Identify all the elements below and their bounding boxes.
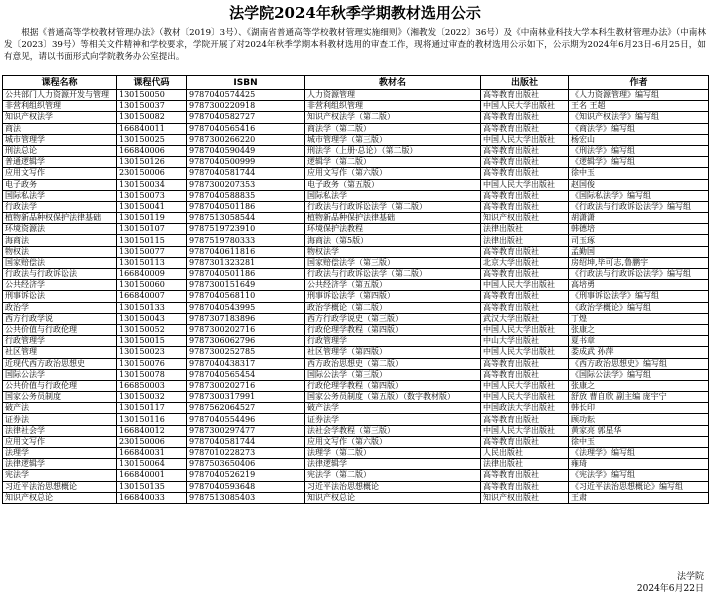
isbn-cell: 9787300220918 xyxy=(187,101,305,112)
course-code-cell: 130150116 xyxy=(117,414,187,425)
course-code-cell: 130150077 xyxy=(117,246,187,257)
textbook-name-cell: 知识产权总论 xyxy=(305,492,481,503)
isbn-cell: 9787040582727 xyxy=(187,112,305,123)
isbn-cell: 9787519780333 xyxy=(187,235,305,246)
course-name-cell: 知识产权法学 xyxy=(3,112,117,123)
table-row xyxy=(3,492,709,503)
course-code-cell: 130150025 xyxy=(117,134,187,145)
course-name-cell: 非营利组织管理 xyxy=(3,101,117,112)
publisher-cell: 中国人民大学出版社 xyxy=(481,392,569,403)
author-cell: 高培勇 xyxy=(569,280,709,291)
publisher-cell: 法律出版社 xyxy=(481,235,569,246)
publisher-cell: 中国人民大学出版社 xyxy=(481,280,569,291)
course-code-cell: 166840006 xyxy=(117,145,187,156)
course-code-cell: 130150050 xyxy=(117,90,187,101)
author-cell: 《行政法与行政诉讼法学》编写组 xyxy=(569,269,709,280)
course-name-cell: 行政管理学 xyxy=(3,336,117,347)
table-row xyxy=(3,280,709,291)
textbook-name-cell: 行政伦理学教程（第四版） xyxy=(305,380,481,391)
isbn-cell: 9787040501186 xyxy=(187,269,305,280)
author-cell: 韩德培 xyxy=(569,224,709,235)
table-row xyxy=(3,123,709,134)
intro-paragraph: 根据《普通高等学校教材管理办法》（教材〔2019〕3号）、《湖南省普通高等学校教材管理实施细则》（湘教发〔2022〕36号）及《中南林业科技大学本科生教材管理办法》（中南林发〔2023〕39号）等相关文件精神和学校要求，学院开展了对2024年秋季学期本科教材选用的审查工作，现将通过审查的教材选用公示如下，公示期为2024年6月23日-6月25日，如有意见，请以书面形式向学院教务办公室提出。 xyxy=(4,28,706,62)
course-name-cell: 公共价值与行政伦理 xyxy=(3,324,117,335)
publisher-cell: 高等教育出版社 xyxy=(481,168,569,179)
author-cell: 《人力资源管理》编写组 xyxy=(569,90,709,101)
isbn-cell: 9787040611816 xyxy=(187,246,305,257)
course-code-cell: 130150078 xyxy=(117,369,187,380)
publisher-cell: 高等教育出版社 xyxy=(481,291,569,302)
course-code-cell: 130150113 xyxy=(117,257,187,268)
course-name-cell: 西方行政学说 xyxy=(3,313,117,324)
textbook-name-cell: 物权法学 xyxy=(305,246,481,257)
isbn-cell: 9787040501186 xyxy=(187,201,305,212)
textbook-name-cell: 破产法学 xyxy=(305,403,481,414)
textbook-name-cell: 国际私法学 xyxy=(305,190,481,201)
publisher-cell: 高等教育出版社 xyxy=(481,436,569,447)
publisher-cell: 中国人民大学出版社 xyxy=(481,380,569,391)
textbook-name-cell: 西方政治思想史（第二版） xyxy=(305,358,481,369)
isbn-cell: 9787300297477 xyxy=(187,425,305,436)
isbn-cell: 9787040543995 xyxy=(187,302,305,313)
course-name-cell: 国际私法学 xyxy=(3,190,117,201)
author-cell: 徐中玉 xyxy=(569,436,709,447)
author-cell: 《法理学》编写组 xyxy=(569,448,709,459)
course-name-cell: 应用文写作 xyxy=(3,168,117,179)
course-name-cell: 城市管理学 xyxy=(3,134,117,145)
table-row xyxy=(3,302,709,313)
isbn-cell: 9787040593648 xyxy=(187,481,305,492)
isbn-cell: 9787040565416 xyxy=(187,123,305,134)
course-code-cell: 166840033 xyxy=(117,492,187,503)
isbn-cell: 9787503650406 xyxy=(187,459,305,470)
textbook-name-cell: 社区管理学（第四版） xyxy=(305,347,481,358)
isbn-cell: 9787040554496 xyxy=(187,414,305,425)
textbook-name-cell: 知识产权法学（第二版） xyxy=(305,112,481,123)
textbook-name-cell: 宪法学（第二版） xyxy=(305,470,481,481)
isbn-cell: 9787513058544 xyxy=(187,213,305,224)
author-cell: 顾功耘 xyxy=(569,414,709,425)
table-row xyxy=(3,235,709,246)
author-cell: 张康之 xyxy=(569,324,709,335)
textbook-name-cell: 行政法与行政诉讼法学（第二版） xyxy=(305,269,481,280)
isbn-cell: 9787040438317 xyxy=(187,358,305,369)
author-cell: 娄成武 孙萍 xyxy=(569,347,709,358)
author-cell: 舒放 曹自欣 副主编 庞宇宁 xyxy=(569,392,709,403)
course-name-cell: 政治学 xyxy=(3,302,117,313)
textbook-name-cell: 国家赔偿法学（第三版） xyxy=(305,257,481,268)
textbook-name-cell: 政治学概论（第二版） xyxy=(305,302,481,313)
textbook-name-cell: 国际公法学（第三版） xyxy=(305,369,481,380)
course-name-cell: 国家赔偿法 xyxy=(3,257,117,268)
publisher-cell: 高等教育出版社 xyxy=(481,269,569,280)
table-row xyxy=(3,145,709,156)
publisher-cell: 高等教育出版社 xyxy=(481,123,569,134)
table-row xyxy=(3,224,709,235)
course-code-cell: 130150076 xyxy=(117,358,187,369)
table-row xyxy=(3,369,709,380)
publisher-cell: 高等教育出版社 xyxy=(481,358,569,369)
header-isbn: ISBN xyxy=(187,76,305,90)
table-row xyxy=(3,481,709,492)
header-textbook-name: 教材名 xyxy=(305,76,481,90)
course-code-cell: 130150073 xyxy=(117,190,187,201)
table-row xyxy=(3,269,709,280)
publisher-cell: 人民出版社 xyxy=(481,448,569,459)
course-code-cell: 166850003 xyxy=(117,380,187,391)
table-row xyxy=(3,436,709,447)
isbn-cell: 9787040590449 xyxy=(187,145,305,156)
isbn-cell: 9787300207353 xyxy=(187,179,305,190)
author-cell: 《逻辑学》编写组 xyxy=(569,157,709,168)
course-name-cell: 宪法学 xyxy=(3,470,117,481)
course-code-cell: 130150041 xyxy=(117,201,187,212)
header-course-name: 课程名称 xyxy=(3,76,117,90)
course-name-cell: 近现代西方政治思想史 xyxy=(3,358,117,369)
publisher-cell: 高等教育出版社 xyxy=(481,90,569,101)
publisher-cell: 中山大学出版社 xyxy=(481,336,569,347)
author-cell: 夏书章 xyxy=(569,336,709,347)
author-cell: 房绍坤,毕可志,鲁鹏宇 xyxy=(569,257,709,268)
isbn-cell: 9787306062796 xyxy=(187,336,305,347)
author-cell: 《知识产权法学》编写组 xyxy=(569,112,709,123)
table-row xyxy=(3,403,709,414)
table-row xyxy=(3,347,709,358)
isbn-cell: 9787040588835 xyxy=(187,190,305,201)
table-row xyxy=(3,291,709,302)
table-row xyxy=(3,179,709,190)
author-cell: 《商法学》编写组 xyxy=(569,123,709,134)
course-code-cell: 130150119 xyxy=(117,213,187,224)
textbook-name-cell: 人力资源管理 xyxy=(305,90,481,101)
isbn-cell: 9787040500999 xyxy=(187,157,305,168)
publisher-cell: 高等教育出版社 xyxy=(481,369,569,380)
table-row xyxy=(3,336,709,347)
author-cell: 雍琦 xyxy=(569,459,709,470)
course-name-cell: 国际公法学 xyxy=(3,369,117,380)
publisher-cell: 高等教育出版社 xyxy=(481,157,569,168)
course-name-cell: 法律社会学 xyxy=(3,425,117,436)
table-header-row xyxy=(3,76,709,90)
isbn-cell: 9787010228273 xyxy=(187,448,305,459)
textbook-name-cell: 逻辑学（第二版） xyxy=(305,157,481,168)
course-code-cell: 130150082 xyxy=(117,112,187,123)
publisher-cell: 中国政法大学出版社 xyxy=(481,403,569,414)
publisher-cell: 高等教育出版社 xyxy=(481,470,569,481)
table-row xyxy=(3,358,709,369)
table-row xyxy=(3,101,709,112)
publisher-cell: 中国人民大学出版社 xyxy=(481,179,569,190)
isbn-cell: 9787040568110 xyxy=(187,291,305,302)
textbook-table xyxy=(2,75,709,504)
author-cell: 《行政法与行政诉讼法学》编写组 xyxy=(569,201,709,212)
author-cell: 胡潇潇 xyxy=(569,213,709,224)
course-code-cell: 130150015 xyxy=(117,336,187,347)
textbook-name-cell: 法理学（第二版） xyxy=(305,448,481,459)
course-name-cell: 植物新品种权保护法律基础 xyxy=(3,213,117,224)
course-code-cell: 130150052 xyxy=(117,324,187,335)
publisher-cell: 中国人民大学出版社 xyxy=(481,324,569,335)
table-row xyxy=(3,257,709,268)
textbook-name-cell: 行政法与行政诉讼法学（第二版） xyxy=(305,201,481,212)
publisher-cell: 武汉大学出版社 xyxy=(481,313,569,324)
author-cell: 张康之 xyxy=(569,380,709,391)
author-cell: 王肃 xyxy=(569,492,709,503)
course-name-cell: 环境资源法 xyxy=(3,224,117,235)
course-name-cell: 刑法总论 xyxy=(3,145,117,156)
textbook-name-cell: 海商法（第5版） xyxy=(305,235,481,246)
publisher-cell: 法律出版社 xyxy=(481,459,569,470)
textbook-name-cell: 植物新品种保护法律基础 xyxy=(305,213,481,224)
table-row xyxy=(3,246,709,257)
course-code-cell: 130150023 xyxy=(117,347,187,358)
course-name-cell: 破产法 xyxy=(3,403,117,414)
author-cell: 王名 王超 xyxy=(569,101,709,112)
publisher-cell: 高等教育出版社 xyxy=(481,302,569,313)
course-code-cell: 130150117 xyxy=(117,403,187,414)
textbook-name-cell: 法律逻辑学 xyxy=(305,459,481,470)
table-row xyxy=(3,380,709,391)
course-code-cell: 130150107 xyxy=(117,224,187,235)
course-code-cell: 166840009 xyxy=(117,269,187,280)
publisher-cell: 高等教育出版社 xyxy=(481,201,569,212)
isbn-cell: 9787040574425 xyxy=(187,90,305,101)
publisher-cell: 高等教育出版社 xyxy=(481,145,569,156)
course-code-cell: 130150060 xyxy=(117,280,187,291)
publisher-cell: 北京大学出版社 xyxy=(481,257,569,268)
textbook-name-cell: 行政管理学 xyxy=(305,336,481,347)
course-name-cell: 海商法 xyxy=(3,235,117,246)
publisher-cell: 中国人民大学出版社 xyxy=(481,425,569,436)
table-row xyxy=(3,392,709,403)
textbook-name-cell: 非营利组织管理 xyxy=(305,101,481,112)
author-cell: 丁煌 xyxy=(569,313,709,324)
table-row xyxy=(3,112,709,123)
isbn-cell: 9787300317991 xyxy=(187,392,305,403)
author-cell: 黄家亮 郭星华 xyxy=(569,425,709,436)
textbook-name-cell: 电子政务（第五版） xyxy=(305,179,481,190)
course-code-cell: 130150034 xyxy=(117,179,187,190)
publisher-cell: 中国人民大学出版社 xyxy=(481,134,569,145)
table-row xyxy=(3,425,709,436)
table-row xyxy=(3,157,709,168)
isbn-cell: 9787300202716 xyxy=(187,380,305,391)
isbn-cell: 9787040565454 xyxy=(187,369,305,380)
textbook-name-cell: 刑事诉讼法学（第四版） xyxy=(305,291,481,302)
course-name-cell: 电子政务 xyxy=(3,179,117,190)
table-row xyxy=(3,168,709,179)
footer-organization: 法学院 xyxy=(676,572,704,582)
author-cell: 《国际私法学》编写组 xyxy=(569,190,709,201)
publisher-cell: 高等教育出版社 xyxy=(481,112,569,123)
table-row xyxy=(3,324,709,335)
textbook-name-cell: 应用文写作（第六版） xyxy=(305,436,481,447)
course-name-cell: 证券法 xyxy=(3,414,117,425)
course-name-cell: 法律逻辑学 xyxy=(3,459,117,470)
course-code-cell: 166840031 xyxy=(117,448,187,459)
textbook-name-cell: 西方行政学说史（第三版） xyxy=(305,313,481,324)
course-name-cell: 商法 xyxy=(3,123,117,134)
course-name-cell: 社区管理 xyxy=(3,347,117,358)
course-name-cell: 应用文写作 xyxy=(3,436,117,447)
author-cell: 韩长印 xyxy=(569,403,709,414)
table-body xyxy=(3,90,709,504)
course-code-cell: 166840012 xyxy=(117,425,187,436)
table-row xyxy=(3,201,709,212)
textbook-name-cell: 商法学（第二版） xyxy=(305,123,481,134)
isbn-cell: 9787300202716 xyxy=(187,324,305,335)
course-code-cell: 230150006 xyxy=(117,168,187,179)
isbn-cell: 9787300151649 xyxy=(187,280,305,291)
course-name-cell: 公共部门人力资源开发与管理 xyxy=(3,90,117,101)
course-code-cell: 130150133 xyxy=(117,302,187,313)
author-cell: 《政治学概论》编写组 xyxy=(569,302,709,313)
course-code-cell: 130150126 xyxy=(117,157,187,168)
isbn-cell: 9787300266220 xyxy=(187,134,305,145)
author-cell: 司玉琢 xyxy=(569,235,709,246)
textbook-name-cell: 环境保护法教程 xyxy=(305,224,481,235)
table-row xyxy=(3,90,709,101)
course-name-cell: 国家公务员制度 xyxy=(3,392,117,403)
textbook-name-cell: 法社会学教程（第三版） xyxy=(305,425,481,436)
table-row xyxy=(3,134,709,145)
author-cell: 《西方政治思想史》编写组 xyxy=(569,358,709,369)
table-row xyxy=(3,470,709,481)
course-name-cell: 习近平法治思想概论 xyxy=(3,481,117,492)
publisher-cell: 知识产权出版社 xyxy=(481,213,569,224)
textbook-name-cell: 行政伦理学教程（第四版） xyxy=(305,324,481,335)
publisher-cell: 高等教育出版社 xyxy=(481,246,569,257)
course-name-cell: 知识产权总论 xyxy=(3,492,117,503)
table-row xyxy=(3,313,709,324)
table-row xyxy=(3,448,709,459)
page-title: 法学院2024年秋季学期教材选用公示 xyxy=(229,4,481,22)
publisher-cell: 高等教育出版社 xyxy=(481,414,569,425)
header-publisher: 出版社 xyxy=(481,76,569,90)
course-code-cell: 230150006 xyxy=(117,436,187,447)
isbn-cell: 9787307183896 xyxy=(187,313,305,324)
course-code-cell: 166840007 xyxy=(117,291,187,302)
course-name-cell: 公共价值与行政伦理 xyxy=(3,380,117,391)
isbn-cell: 9787562064527 xyxy=(187,403,305,414)
isbn-cell: 9787040581744 xyxy=(187,436,305,447)
textbook-name-cell: 城市管理学（第三版） xyxy=(305,134,481,145)
textbook-name-cell: 习近平法治思想概论 xyxy=(305,481,481,492)
publisher-cell: 中国人民大学出版社 xyxy=(481,101,569,112)
publisher-cell: 高等教育出版社 xyxy=(481,481,569,492)
table-row xyxy=(3,459,709,470)
author-cell: 《宪法学》编写组 xyxy=(569,470,709,481)
textbook-name-cell: 刑法学（上册·总论）（第二版） xyxy=(305,145,481,156)
header-author: 作者 xyxy=(569,76,709,90)
publisher-cell: 中国人民大学出版社 xyxy=(481,347,569,358)
table-row xyxy=(3,414,709,425)
course-code-cell: 130150135 xyxy=(117,481,187,492)
course-name-cell: 法理学 xyxy=(3,448,117,459)
course-code-cell: 166840001 xyxy=(117,470,187,481)
isbn-cell: 9787300252785 xyxy=(187,347,305,358)
isbn-cell: 9787040526219 xyxy=(187,470,305,481)
course-name-cell: 行政法与行政诉讼法 xyxy=(3,269,117,280)
textbook-name-cell: 应用文写作（第六版） xyxy=(305,168,481,179)
author-cell: 杨宏山 xyxy=(569,134,709,145)
publisher-cell: 高等教育出版社 xyxy=(481,190,569,201)
course-code-cell: 166840011 xyxy=(117,123,187,134)
course-name-cell: 刑事诉讼法 xyxy=(3,291,117,302)
course-code-cell: 130150032 xyxy=(117,392,187,403)
publisher-cell: 知识产权出版社 xyxy=(481,492,569,503)
textbook-name-cell: 证券法学 xyxy=(305,414,481,425)
course-code-cell: 130150037 xyxy=(117,101,187,112)
course-name-cell: 普通逻辑学 xyxy=(3,157,117,168)
table-row xyxy=(3,190,709,201)
textbook-name-cell: 国家公务员制度（第五版）（数字教材版） xyxy=(305,392,481,403)
header-course-code: 课程代码 xyxy=(117,76,187,90)
author-cell: 《刑事诉讼法学》编写组 xyxy=(569,291,709,302)
publisher-cell: 法律出版社 xyxy=(481,224,569,235)
table-row xyxy=(3,213,709,224)
course-code-cell: 130150043 xyxy=(117,313,187,324)
author-cell: 《习近平法治思想概论》编写组 xyxy=(569,481,709,492)
isbn-cell: 9787513085403 xyxy=(187,492,305,503)
author-cell: 《刑法学》编写组 xyxy=(569,145,709,156)
isbn-cell: 9787040581744 xyxy=(187,168,305,179)
course-name-cell: 物权法 xyxy=(3,246,117,257)
footer-date: 2024年6月22日 xyxy=(636,584,704,594)
course-code-cell: 130150064 xyxy=(117,459,187,470)
isbn-cell: 9787519723910 xyxy=(187,224,305,235)
textbook-name-cell: 公共经济学（第五版） xyxy=(305,280,481,291)
author-cell: 《国际公法学》编写组 xyxy=(569,369,709,380)
course-code-cell: 130150115 xyxy=(117,235,187,246)
course-name-cell: 行政法学 xyxy=(3,201,117,212)
isbn-cell: 9787301323281 xyxy=(187,257,305,268)
author-cell: 徐中玉 xyxy=(569,168,709,179)
author-cell: 赵国俊 xyxy=(569,179,709,190)
author-cell: 孟勤国 xyxy=(569,246,709,257)
course-name-cell: 公共经济学 xyxy=(3,280,117,291)
